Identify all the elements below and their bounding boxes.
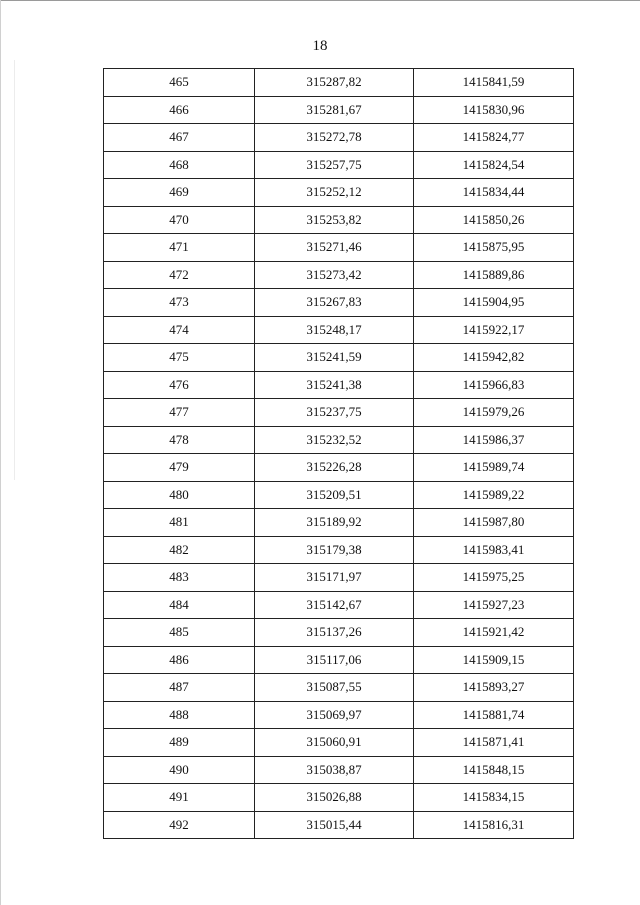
x-coordinate-cell: 315241,38	[255, 371, 414, 399]
point-number-cell: 479	[104, 454, 255, 482]
x-coordinate-cell: 315142,67	[255, 591, 414, 619]
page-edge-left	[0, 0, 1, 905]
y-coordinate-cell: 1415989,74	[414, 454, 574, 482]
page-edge-top	[0, 0, 640, 1]
x-coordinate-cell: 315226,28	[255, 454, 414, 482]
table-row	[104, 564, 574, 592]
table-row	[104, 756, 574, 784]
table-row	[104, 316, 574, 344]
x-coordinate-cell: 315287,82	[255, 69, 414, 97]
table-row	[104, 729, 574, 757]
y-coordinate-cell: 1415983,41	[414, 536, 574, 564]
x-coordinate-cell: 315209,51	[255, 481, 414, 509]
table-row	[104, 784, 574, 812]
y-coordinate-cell: 1415979,26	[414, 399, 574, 427]
point-number-cell: 483	[104, 564, 255, 592]
table-row	[104, 179, 574, 207]
y-coordinate-cell: 1415927,23	[414, 591, 574, 619]
y-coordinate-cell: 1415834,15	[414, 784, 574, 812]
point-number-cell: 465	[104, 69, 255, 97]
point-number-cell: 467	[104, 124, 255, 152]
y-coordinate-cell: 1415921,42	[414, 619, 574, 647]
y-coordinate-cell: 1415816,31	[414, 811, 574, 839]
y-coordinate-cell: 1415824,77	[414, 124, 574, 152]
x-coordinate-cell: 315087,55	[255, 674, 414, 702]
point-number-cell: 476	[104, 371, 255, 399]
x-coordinate-cell: 315248,17	[255, 316, 414, 344]
y-coordinate-cell: 1415848,15	[414, 756, 574, 784]
coordinates-table	[103, 68, 574, 839]
table-row	[104, 69, 574, 97]
y-coordinate-cell: 1415841,59	[414, 69, 574, 97]
table-row	[104, 344, 574, 372]
table-row	[104, 371, 574, 399]
point-number-cell: 492	[104, 811, 255, 839]
point-number-cell: 488	[104, 701, 255, 729]
x-coordinate-cell: 315069,97	[255, 701, 414, 729]
table-row	[104, 811, 574, 839]
x-coordinate-cell: 315257,75	[255, 151, 414, 179]
y-coordinate-cell: 1415875,95	[414, 234, 574, 262]
table-row	[104, 509, 574, 537]
table-row	[104, 261, 574, 289]
table-row	[104, 454, 574, 482]
y-coordinate-cell: 1415989,22	[414, 481, 574, 509]
table-row	[104, 426, 574, 454]
table-row	[104, 481, 574, 509]
x-coordinate-cell: 315267,83	[255, 289, 414, 317]
point-number-cell: 478	[104, 426, 255, 454]
x-coordinate-cell: 315026,88	[255, 784, 414, 812]
point-number-cell: 487	[104, 674, 255, 702]
y-coordinate-cell: 1415871,41	[414, 729, 574, 757]
point-number-cell: 490	[104, 756, 255, 784]
x-coordinate-cell: 315252,12	[255, 179, 414, 207]
point-number-cell: 472	[104, 261, 255, 289]
page-number: 18	[312, 38, 328, 54]
point-number-cell: 486	[104, 646, 255, 674]
point-number-cell: 481	[104, 509, 255, 537]
x-coordinate-cell: 315038,87	[255, 756, 414, 784]
table-row	[104, 701, 574, 729]
point-number-cell: 468	[104, 151, 255, 179]
point-number-cell: 470	[104, 206, 255, 234]
x-coordinate-cell: 315060,91	[255, 729, 414, 757]
point-number-cell: 466	[104, 96, 255, 124]
y-coordinate-cell: 1415975,25	[414, 564, 574, 592]
point-number-cell: 491	[104, 784, 255, 812]
table-row	[104, 591, 574, 619]
point-number-cell: 475	[104, 344, 255, 372]
coordinates-table-body	[104, 69, 574, 839]
table-row	[104, 151, 574, 179]
y-coordinate-cell: 1415830,96	[414, 96, 574, 124]
y-coordinate-cell: 1415881,74	[414, 701, 574, 729]
table-row	[104, 206, 574, 234]
y-coordinate-cell: 1415850,26	[414, 206, 574, 234]
y-coordinate-cell: 1415893,27	[414, 674, 574, 702]
x-coordinate-cell: 315179,38	[255, 536, 414, 564]
x-coordinate-cell: 315273,42	[255, 261, 414, 289]
x-coordinate-cell: 315189,92	[255, 509, 414, 537]
scan-artifact-line	[14, 60, 15, 480]
table-row	[104, 536, 574, 564]
x-coordinate-cell: 315281,67	[255, 96, 414, 124]
y-coordinate-cell: 1415942,82	[414, 344, 574, 372]
y-coordinate-cell: 1415922,17	[414, 316, 574, 344]
x-coordinate-cell: 315171,97	[255, 564, 414, 592]
y-coordinate-cell: 1415824,54	[414, 151, 574, 179]
y-coordinate-cell: 1415987,80	[414, 509, 574, 537]
x-coordinate-cell: 315117,06	[255, 646, 414, 674]
table-row	[104, 674, 574, 702]
point-number-cell: 484	[104, 591, 255, 619]
table-row	[104, 646, 574, 674]
point-number-cell: 471	[104, 234, 255, 262]
table-row	[104, 619, 574, 647]
table-row	[104, 124, 574, 152]
y-coordinate-cell: 1415889,86	[414, 261, 574, 289]
x-coordinate-cell: 315253,82	[255, 206, 414, 234]
y-coordinate-cell: 1415909,15	[414, 646, 574, 674]
table-row	[104, 96, 574, 124]
x-coordinate-cell: 315015,44	[255, 811, 414, 839]
x-coordinate-cell: 315137,26	[255, 619, 414, 647]
point-number-cell: 474	[104, 316, 255, 344]
point-number-cell: 473	[104, 289, 255, 317]
table-row	[104, 234, 574, 262]
y-coordinate-cell: 1415834,44	[414, 179, 574, 207]
point-number-cell: 489	[104, 729, 255, 757]
table-row	[104, 399, 574, 427]
point-number-cell: 480	[104, 481, 255, 509]
point-number-cell: 485	[104, 619, 255, 647]
x-coordinate-cell: 315237,75	[255, 399, 414, 427]
point-number-cell: 482	[104, 536, 255, 564]
x-coordinate-cell: 315232,52	[255, 426, 414, 454]
x-coordinate-cell: 315272,78	[255, 124, 414, 152]
x-coordinate-cell: 315241,59	[255, 344, 414, 372]
table-row	[104, 289, 574, 317]
point-number-cell: 477	[104, 399, 255, 427]
x-coordinate-cell: 315271,46	[255, 234, 414, 262]
point-number-cell: 469	[104, 179, 255, 207]
y-coordinate-cell: 1415966,83	[414, 371, 574, 399]
y-coordinate-cell: 1415986,37	[414, 426, 574, 454]
y-coordinate-cell: 1415904,95	[414, 289, 574, 317]
